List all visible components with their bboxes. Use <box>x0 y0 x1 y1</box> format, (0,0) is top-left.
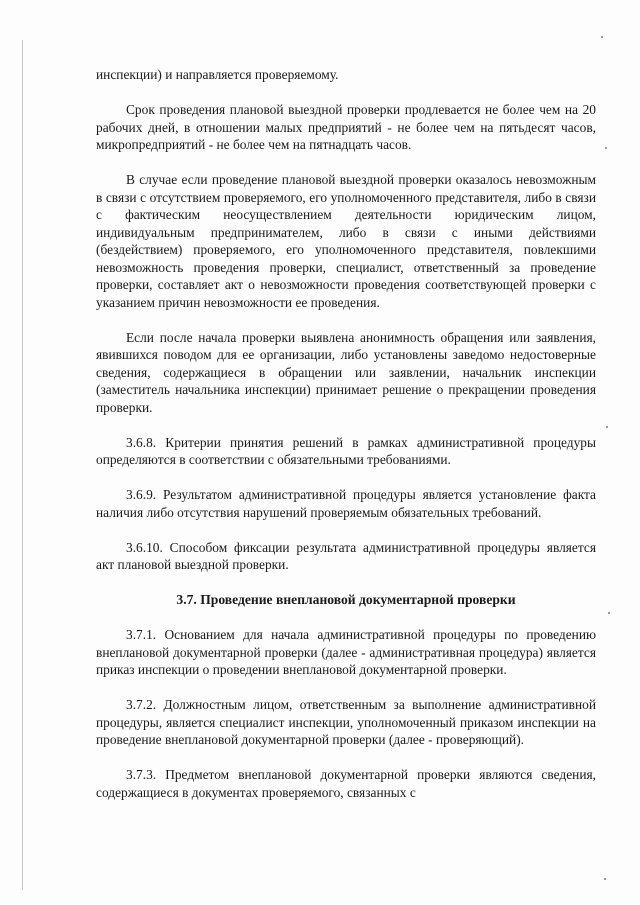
section-heading: 3.7. Проведение внеплановой документарной проверки <box>176 592 516 607</box>
paragraph-3-6-10: 3.6.10. Способом фиксации результата административной процедуры является акт плановой выездной проверки. <box>96 539 596 572</box>
paragraph-extension-term: Срок проведения плановой выездной проверки продлевается не более чем на 20 рабочих дней, в отношении малых предприятий - не более чем на пятьдесят часов, микропредприятий - не более чем на пятнадцать часов. <box>96 102 596 152</box>
paragraph-3-7-1: 3.7.1. Основанием для начала административной процедуры по проведению внеплановой документарной проверки (далее - административная процедура) является приказ инспекции о проведении внеплановой документарной проверки. <box>96 627 596 677</box>
paragraph-impossibility: В случае если проведение плановой выездной проверки оказалось невозможным в связи с отсутствием проверяемого, его уполномоченного представителя, либо в связи с фактическим неосуществлением деятельности юридическим лицом, индивидуальным предпринимателем, либо в связи с иными действиями (бездействием) проверяемого, его уполномоченного представителя, повлекшими невозможность проведения проверки, специалист, ответственный за проведение проверки, составляет акт о невозможности проведения соответствующей проверки с указанием причин невозможности ее проведения. <box>96 172 596 310</box>
paragraph-3-7-2: 3.7.2. Должностным лицом, ответственным за выполнение административной процедуры, является специалист инспекции, уполномоченный приказом инспекции на проведение внеплановой документарной проверки (далее - проверяющий). <box>96 697 596 747</box>
scan-speck <box>605 147 607 149</box>
scan-speck <box>608 612 610 614</box>
scan-speck <box>604 878 606 880</box>
paragraph-3-6-9: 3.6.9. Результатом административной процедуры является установление факта наличия либо отсутствия нарушений проверяемым обязательных требований. <box>96 487 596 520</box>
paragraph-3-6-8: 3.6.8. Критерии принятия решений в рамках административной процедуры определяются в соответствии с обязательными требованиями. <box>96 434 596 467</box>
paragraph-anonymity: Если после начала проверки выявлена анонимность обращения или заявления, явившихся поводом для ее организации, либо установлены заведомо недостоверные сведения, содержащиеся в обращении или заявлении, начальник инспекции (заместитель начальника инспекции) принимает решение о прекращении проведения проверки. <box>96 329 596 415</box>
paragraph-continuation: инспекции) и направляется проверяемому. <box>96 67 339 82</box>
document-body <box>96 66 596 801</box>
scan-speck <box>601 36 603 38</box>
paragraph-3-7-3: 3.7.3. Предметом внеплановой документарной проверки являются сведения, содержащиеся в документах проверяемого, связанных с <box>96 767 596 800</box>
scan-speck <box>606 426 608 428</box>
scan-edge-line <box>22 40 23 890</box>
